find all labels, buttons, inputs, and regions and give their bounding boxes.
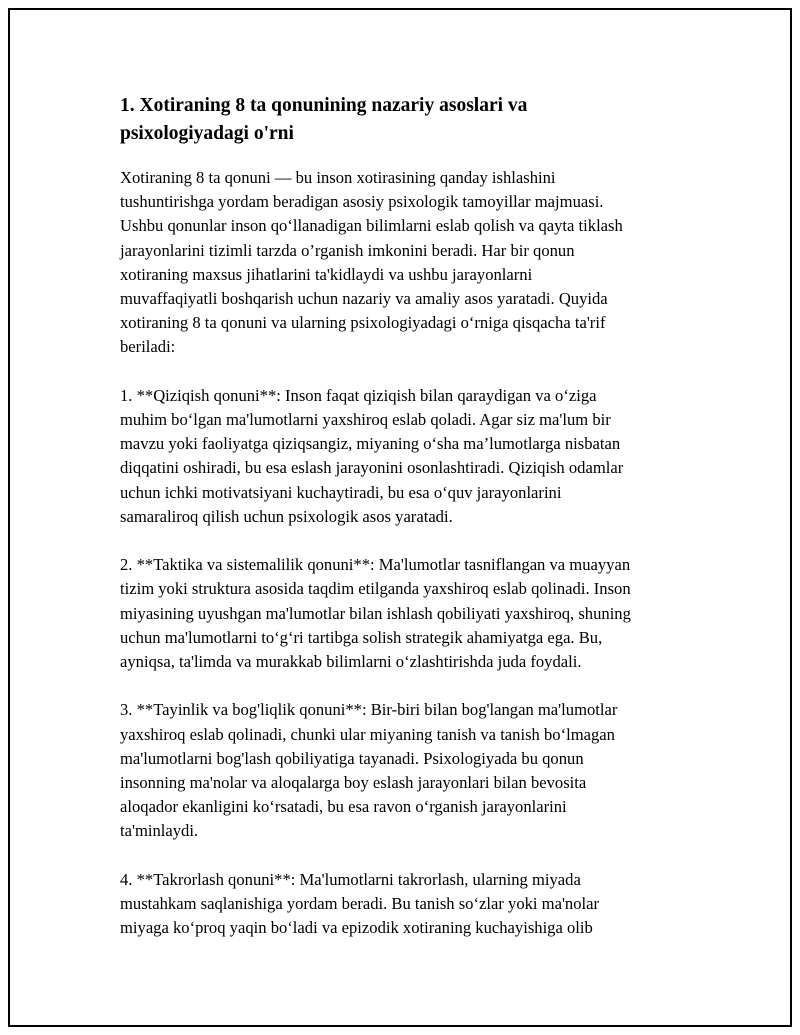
law-4-paragraph	[120, 868, 700, 941]
text-line: tizim yoki struktura asosida taqdim etilganda yaxshiroq eslab qolinadi. Inson	[120, 579, 631, 599]
text-line: 4. **Takrorlash qonuni**: Ma'lumotlarni takrorlash, ularning miyada	[120, 869, 581, 889]
text-line: muvaffaqiyatli boshqarish uchun nazariy va amaliy asos yaratadi. Quyida	[120, 289, 608, 309]
intro-paragraph	[120, 166, 700, 360]
text-line: 3. **Tayinlik va bog'liqlik qonuni**: Bir-biri bilan bog'langan ma'lumotlar	[120, 700, 618, 720]
text-line: ma'lumotlarni bog'lash qobiliyatiga tayanadi. Psixologiyada bu qonun	[120, 748, 584, 768]
text-line: jarayonlarini tizimli tarzda o’rganish imkonini beradi. Har bir qonun	[120, 240, 575, 260]
text-line: mustahkam saqlanishiga yordam beradi. Bu tanish so‘zlar yoki ma'nolar	[120, 894, 600, 914]
text-line: muhim bo‘lgan ma'lumotlarni yaxshiroq eslab qoladi. Agar siz ma'lum bir	[120, 410, 611, 430]
text-line: beriladi:	[120, 337, 176, 357]
text-line: samaraliroq qilish uchun psixologik asos yaratadi.	[120, 506, 453, 526]
text-line: ayniqsa, ta'limda va murakkab bilimlarni o‘zlashtirishda juda foydali.	[120, 652, 582, 672]
text-line: mavzu yoki faoliyatga qiziqsangiz, miyaning o‘sha ma’lumotlarga nisbatan	[120, 434, 621, 454]
law-3-paragraph	[120, 698, 700, 843]
text-line: miyasining uyushgan ma'lumotlar bilan ishlash qobiliyati yaxshiroq, shuning	[120, 603, 631, 623]
section-heading	[120, 92, 700, 148]
text-line: uchun ma'lumotlarni to‘g‘ri tartibga solish strategik ahamiyatga ega. Bu,	[120, 627, 603, 647]
text-line: ta'minlaydi.	[120, 821, 199, 841]
heading-line: 1. Xotiraning 8 ta qonunining nazariy asoslari va	[120, 95, 528, 116]
text-line: 1. **Qiziqish qonuni**: Inson faqat qiziqish bilan qaraydigan va o‘ziga	[120, 385, 597, 405]
text-line: xotiraning 8 ta qonuni va ularning psixologiyadagi o‘rniga qisqacha ta'rif	[120, 313, 606, 333]
text-line: Ushbu qonunlar inson qo‘llanadigan bilimlarni eslab qolish va qayta tiklash	[120, 216, 623, 236]
text-line: tushuntirishga yordam beradigan asosiy psixologik tamoyillar majmuasi.	[120, 192, 604, 212]
text-line: xotiraning maxsus jihatlarini ta'kidlaydi va ushbu jarayonlarni	[120, 264, 533, 284]
text-line: diqqatini oshiradi, bu esa eslash jarayonini osonlashtiradi. Qiziqish odamlar	[120, 458, 624, 478]
law-2-paragraph	[120, 553, 700, 674]
text-line: uchun ichki motivatsiyani kuchaytiradi, bu esa o‘quv jarayonlarini	[120, 482, 562, 502]
text-line: yaxshiroq eslab qolinadi, chunki ular miyaning tanish va tanish bo‘lmagan	[120, 724, 615, 744]
text-line: miyaga ko‘proq yaqin bo‘ladi va epizodik xotiraning kuchayishiga olib	[120, 918, 593, 938]
law-1-paragraph	[120, 384, 700, 529]
text-line: aloqador ekanligini ko‘rsatadi, bu esa ravon o‘rganish jarayonlarini	[120, 797, 567, 817]
heading-line: psixologiyadagi o'rni	[120, 123, 294, 144]
page-frame	[8, 8, 792, 1027]
text-line: Xotiraning 8 ta qonuni — bu inson xotirasining qanday ishlashini	[120, 168, 556, 187]
text-line: insonning ma'nolar va aloqalarga boy eslash jarayonlari bilan bevosita	[120, 773, 587, 793]
text-line: 2. **Taktika va sistemalilik qonuni**: Ma'lumotlar tasniflangan va muayyan	[120, 555, 631, 575]
document-content	[120, 92, 700, 965]
